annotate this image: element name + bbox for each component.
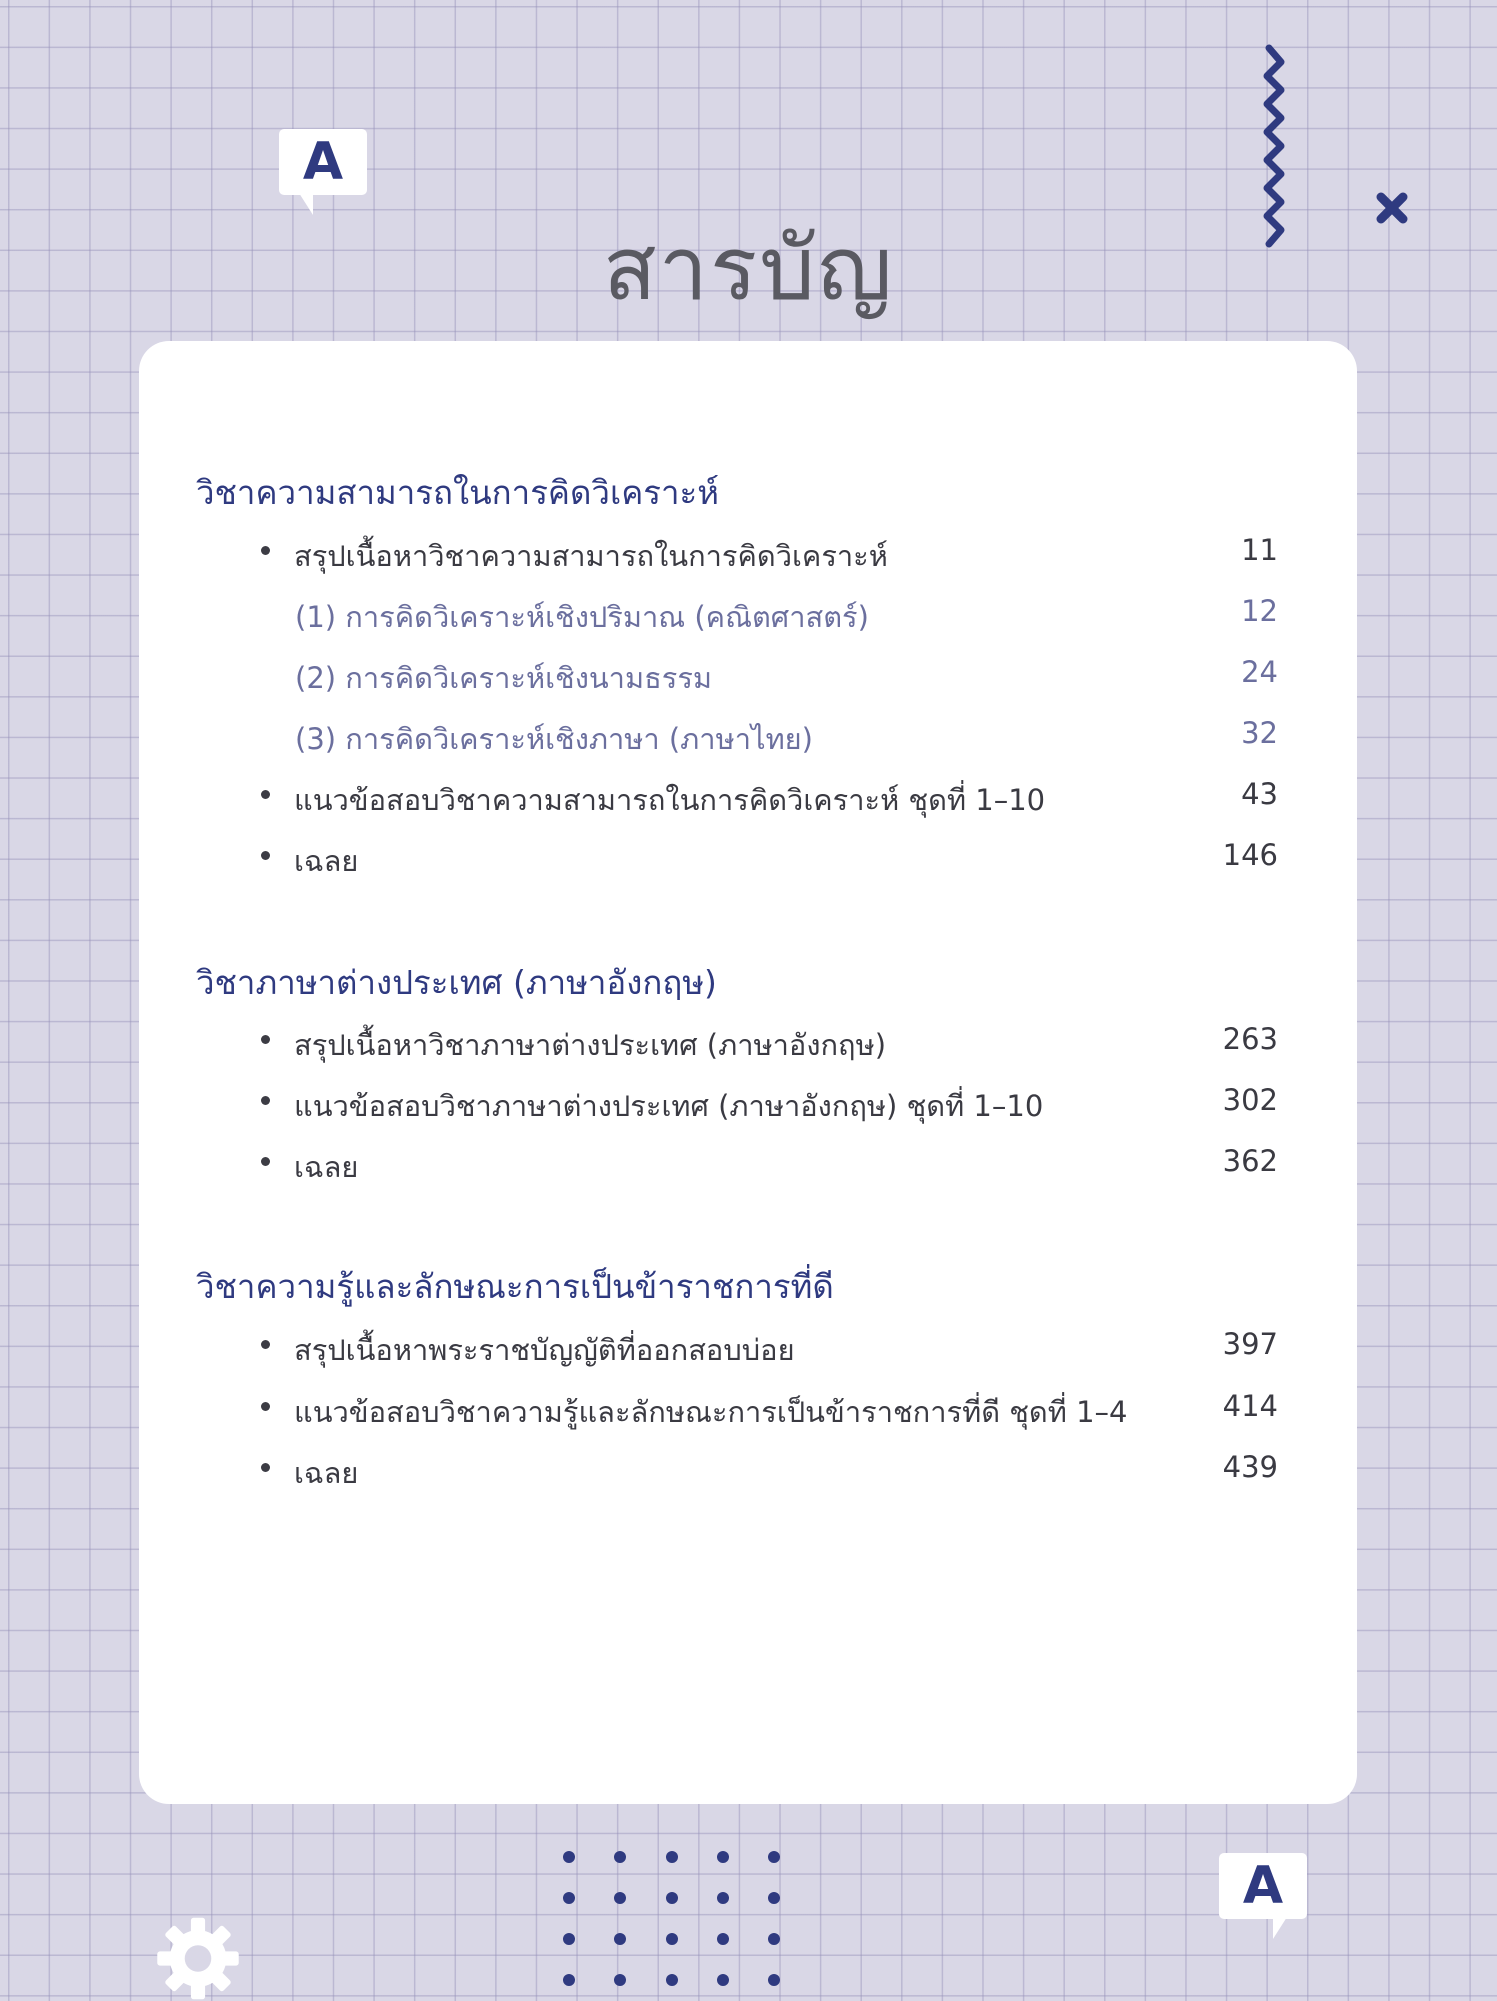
- bullet-icon: [261, 1340, 270, 1349]
- bullet-icon: [261, 1402, 270, 1411]
- entry-page: 263: [1222, 1022, 1278, 1056]
- bullet-icon: [261, 1035, 270, 1044]
- entry-label: (2) การคิดวิเคราะห์เชิงนามธรรม: [295, 661, 713, 695]
- entry-label: สรุปเนื้อหาพระราชบัญญัติที่ออกสอบบ่อย: [294, 1333, 795, 1367]
- entry-page: 439: [1222, 1450, 1278, 1484]
- entry-page: 414: [1222, 1389, 1278, 1423]
- section-title: วิชาความรู้และลักษณะการเป็นข้าราชการที่ดี: [196, 1267, 834, 1306]
- toc-entry: [139, 1018, 1357, 1062]
- entry-label: แนวข้อสอบวิชาภาษาต่างประเทศ (ภาษาอังกฤษ) ชุดที่ 1–10: [294, 1089, 1044, 1123]
- entry-page: 43: [1241, 777, 1278, 811]
- toc-subentry: [139, 651, 1357, 695]
- entry-page: 12: [1241, 594, 1278, 628]
- entry-label: (1) การคิดวิเคราะห์เชิงปริมาณ (คณิตศาสตร์): [295, 600, 869, 634]
- entry-label: (3) การคิดวิเคราะห์เชิงภาษา (ภาษาไทย): [295, 722, 813, 756]
- entry-label: แนวข้อสอบวิชาความรู้และลักษณะการเป็นข้าราชการที่ดี ชุดที่ 1–4: [294, 1395, 1128, 1429]
- section-title: วิชาภาษาต่างประเทศ (ภาษาอังกฤษ): [196, 963, 717, 1002]
- bullet-icon: [261, 1463, 270, 1472]
- entry-label: สรุปเนื้อหาวิชาภาษาต่างประเทศ (ภาษาอังกฤษ): [294, 1028, 887, 1062]
- toc-entry: [139, 1385, 1357, 1429]
- entry-label: เฉลย: [294, 844, 359, 878]
- entry-label: สรุปเนื้อหาวิชาความสามารถในการคิดวิเคราะห์: [294, 539, 888, 573]
- entry-page: 362: [1222, 1144, 1278, 1178]
- speech-bubble-icon: [1219, 1853, 1307, 1919]
- toc-entry: [139, 1446, 1357, 1490]
- entry-label: เฉลย: [294, 1456, 359, 1490]
- entry-page: 146: [1222, 838, 1278, 872]
- speech-bubble-icon: [279, 129, 367, 195]
- toc-entry: [139, 529, 1357, 573]
- page-title: สารบัญ: [602, 217, 895, 320]
- entry-page: 24: [1241, 655, 1278, 689]
- toc-card: [139, 341, 1357, 1804]
- toc-subentry: [139, 712, 1357, 756]
- toc-entry: [139, 773, 1357, 817]
- bullet-icon: [261, 1157, 270, 1166]
- toc-subentry: [139, 590, 1357, 634]
- entry-page: 11: [1241, 533, 1278, 567]
- gear-icon: [150, 1916, 246, 2001]
- bullet-icon: [261, 851, 270, 860]
- bullet-icon: [261, 1096, 270, 1105]
- section-title: วิชาความสามารถในการคิดวิเคราะห์: [196, 473, 720, 512]
- entry-page: 397: [1222, 1327, 1278, 1361]
- toc-entry: [139, 1079, 1357, 1123]
- entry-page: 302: [1222, 1083, 1278, 1117]
- toc-entry: [139, 1140, 1357, 1184]
- dot-grid-icon: [560, 1848, 790, 2001]
- entry-label: เฉลย: [294, 1150, 359, 1184]
- entry-label: แนวข้อสอบวิชาความสามารถในการคิดวิเคราะห์ ชุดที่ 1–10: [294, 783, 1046, 817]
- badge-letter: A: [302, 132, 344, 192]
- badge-letter: A: [1242, 1856, 1284, 1916]
- toc-entry: [139, 834, 1357, 878]
- bullet-icon: [261, 790, 270, 799]
- bullet-icon: [261, 546, 270, 555]
- entry-page: 32: [1241, 716, 1278, 750]
- toc-entry: [139, 1323, 1357, 1367]
